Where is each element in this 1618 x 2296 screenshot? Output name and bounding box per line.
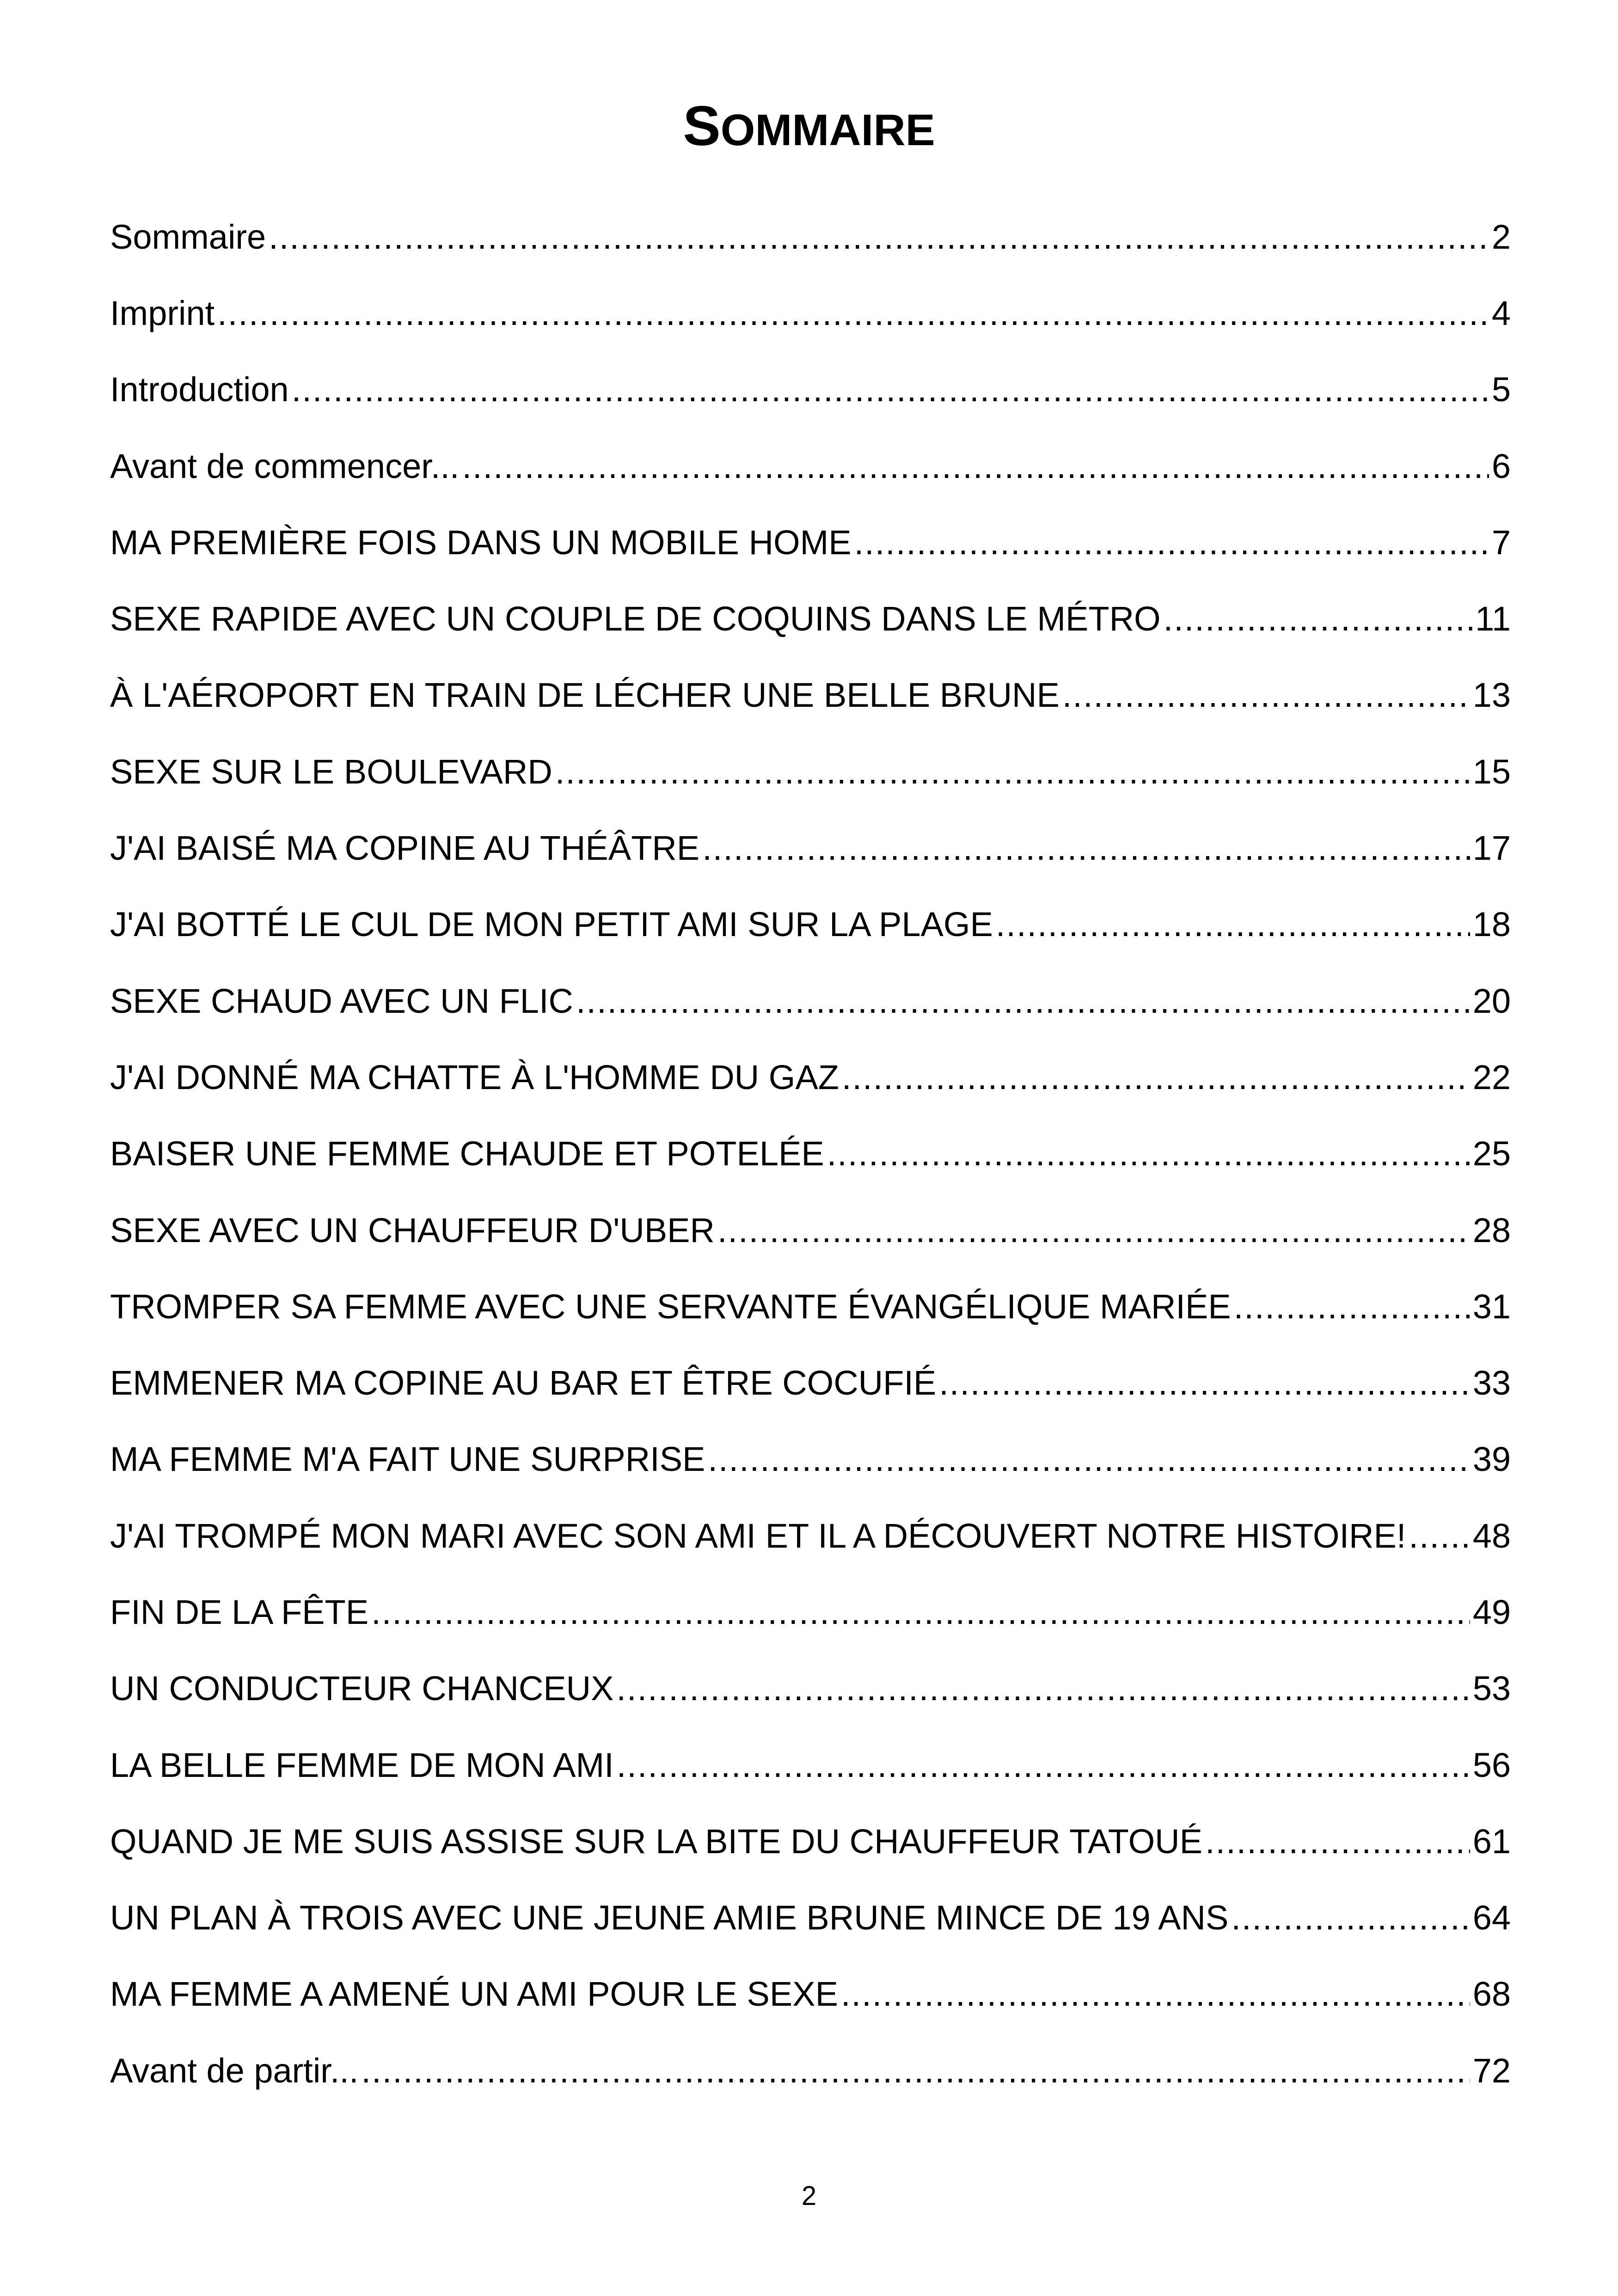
toc-entry-title: TROMPER SA FEMME AVEC UNE SERVANTE ÉVANGÉLIQUE MARIÉE: [110, 1290, 1234, 1324]
toc-entry[interactable]: [110, 963, 1511, 1039]
toc-entry[interactable]: [110, 504, 1511, 581]
toc-dot-leader: [1234, 1290, 1470, 1324]
toc-entry-page: 33: [1470, 1366, 1511, 1400]
toc-entry-title: J'AI TROMPÉ MON MARI AVEC SON AMI ET IL A DÉCOUVERT NOTRE HISTOIRE!: [110, 1519, 1409, 1553]
toc-entry-title: Imprint: [110, 296, 217, 331]
toc-entry-page: 20: [1470, 984, 1511, 1018]
toc-entry-title: SEXE RAPIDE AVEC UN COUPLE DE COQUINS DANS LE MÉTRO: [110, 602, 1164, 636]
toc-entry-title: UN PLAN À TROIS AVEC UNE JEUNE AMIE BRUNE MINCE DE 19 ANS: [110, 1901, 1231, 1935]
toc-entry[interactable]: [110, 1498, 1511, 1574]
toc-entry[interactable]: [110, 275, 1511, 351]
toc-dot-leader: [555, 755, 1470, 789]
toc-dot-leader: [854, 526, 1489, 560]
toc-entry[interactable]: [110, 1956, 1511, 2033]
toc-entry-page: 18: [1470, 907, 1511, 942]
toc-entry-page: 22: [1470, 1060, 1511, 1095]
toc-entry[interactable]: [110, 1268, 1511, 1345]
toc-entry-title: Introduction: [110, 373, 292, 407]
toc-dot-leader: [717, 1213, 1470, 1248]
toc-entry[interactable]: [110, 1880, 1511, 1956]
toc-entry-page: 39: [1470, 1442, 1511, 1476]
toc-dot-leader: [362, 2054, 1470, 2088]
toc-entry[interactable]: [110, 1803, 1511, 1880]
toc-entry-page: 49: [1470, 1595, 1511, 1629]
toc-entry[interactable]: [110, 1421, 1511, 1498]
toc-entry-title: MA FEMME A AMENÉ UN AMI POUR LE SEXE: [110, 1977, 841, 2011]
toc-entry[interactable]: [110, 1039, 1511, 1115]
toc-entry[interactable]: [110, 1116, 1511, 1192]
toc-entry[interactable]: [110, 581, 1511, 657]
toc-entry-title: Sommaire: [110, 220, 269, 254]
page-title-initial: S: [683, 94, 721, 158]
toc-entry-title: EMMENER MA COPINE AU BAR ET ÊTRE COCUFIÉ: [110, 1366, 939, 1400]
toc-entry-title: Avant de partir...: [110, 2054, 362, 2088]
toc-entry-page: 25: [1470, 1137, 1511, 1171]
toc-entry-title: MA PREMIÈRE FOIS DANS UN MOBILE HOME: [110, 526, 854, 560]
toc-entry-page: 7: [1489, 526, 1511, 560]
toc-entry[interactable]: [110, 2033, 1511, 2109]
toc-entry[interactable]: [110, 199, 1511, 275]
toc-entry-page: 17: [1470, 831, 1511, 865]
toc-dot-leader: [576, 984, 1470, 1018]
page-number: 2: [801, 2181, 817, 2211]
toc-entry[interactable]: [110, 352, 1511, 428]
page-title: [0, 94, 1618, 158]
toc-dot-leader: [702, 831, 1470, 865]
toc-entry-title: UN CONDUCTEUR CHANCEUX: [110, 1671, 616, 1706]
toc-entry[interactable]: [110, 1192, 1511, 1268]
toc-entry-page: 64: [1470, 1901, 1511, 1935]
toc-entry-page: 61: [1470, 1825, 1511, 1859]
toc-entry-title: FIN DE LA FÊTE: [110, 1595, 371, 1629]
toc-entry-page: 31: [1470, 1290, 1511, 1324]
toc-dot-leader: [462, 449, 1489, 484]
toc-entry-page: 48: [1470, 1519, 1511, 1553]
toc-entry-page: 11: [1472, 602, 1511, 636]
toc-dot-leader: [1164, 602, 1473, 636]
toc-dot-leader: [939, 1366, 1470, 1400]
toc-dot-leader: [1205, 1825, 1470, 1859]
toc-entry-page: 68: [1470, 1977, 1511, 2011]
toc-dot-leader: [996, 907, 1470, 942]
toc-entry-page: 13: [1470, 678, 1511, 712]
toc-entry-page: 4: [1489, 296, 1511, 331]
toc-entry-page: 28: [1470, 1213, 1511, 1248]
toc-entry-title: SEXE SUR LE BOULEVARD: [110, 755, 555, 789]
toc-entry[interactable]: [110, 810, 1511, 886]
toc-entry-title: Avant de commencer...: [110, 449, 462, 484]
toc-dot-leader: [708, 1442, 1470, 1476]
toc-entry-title: À L'AÉROPORT EN TRAIN DE LÉCHER UNE BELLE BRUNE: [110, 678, 1062, 712]
toc-entry-page: 5: [1489, 373, 1511, 407]
toc-dot-leader: [827, 1137, 1470, 1171]
toc-dot-leader: [1062, 678, 1470, 712]
toc-entry[interactable]: [110, 887, 1511, 963]
toc-entry-page: 56: [1470, 1748, 1511, 1782]
toc-entry-title: J'AI BOTTÉ LE CUL DE MON PETIT AMI SUR LA PLAGE: [110, 907, 996, 942]
toc-dot-leader: [217, 296, 1489, 331]
table-of-contents: [110, 199, 1511, 2109]
toc-dot-leader: [371, 1595, 1470, 1629]
toc-entry[interactable]: [110, 1651, 1511, 1727]
toc-entry-page: 53: [1470, 1671, 1511, 1706]
page-title-rest: OMMAIRE: [720, 105, 935, 155]
toc-entry-title: J'AI DONNÉ MA CHATTE À L'HOMME DU GAZ: [110, 1060, 842, 1095]
toc-entry[interactable]: [110, 1345, 1511, 1421]
toc-entry[interactable]: [110, 1727, 1511, 1803]
toc-dot-leader: [616, 1671, 1470, 1706]
toc-entry-page: 6: [1489, 449, 1511, 484]
toc-entry-title: J'AI BAISÉ MA COPINE AU THÉÂTRE: [110, 831, 702, 865]
toc-dot-leader: [1231, 1901, 1470, 1935]
toc-entry-title: LA BELLE FEMME DE MON AMI: [110, 1748, 617, 1782]
toc-entry-page: 2: [1489, 220, 1511, 254]
toc-entry[interactable]: [110, 428, 1511, 504]
toc-dot-leader: [841, 1977, 1470, 2011]
toc-entry-page: 72: [1470, 2054, 1511, 2088]
toc-entry-title: SEXE AVEC UN CHAUFFEUR D'UBER: [110, 1213, 717, 1248]
toc-dot-leader: [292, 373, 1489, 407]
toc-entry-title: MA FEMME M'A FAIT UNE SURPRISE: [110, 1442, 708, 1476]
toc-dot-leader: [269, 220, 1489, 254]
toc-entry-page: 15: [1470, 755, 1511, 789]
toc-entry[interactable]: [110, 734, 1511, 810]
toc-entry-title: BAISER UNE FEMME CHAUDE ET POTELÉE: [110, 1137, 827, 1171]
toc-dot-leader: [617, 1748, 1470, 1782]
toc-dot-leader: [842, 1060, 1470, 1095]
toc-entry[interactable]: [110, 657, 1511, 734]
toc-entry-title: SEXE CHAUD AVEC UN FLIC: [110, 984, 576, 1018]
toc-dot-leader: [1409, 1519, 1470, 1553]
toc-entry[interactable]: [110, 1574, 1511, 1650]
toc-entry-title: QUAND JE ME SUIS ASSISE SUR LA BITE DU CHAUFFEUR TATOUÉ: [110, 1825, 1205, 1859]
